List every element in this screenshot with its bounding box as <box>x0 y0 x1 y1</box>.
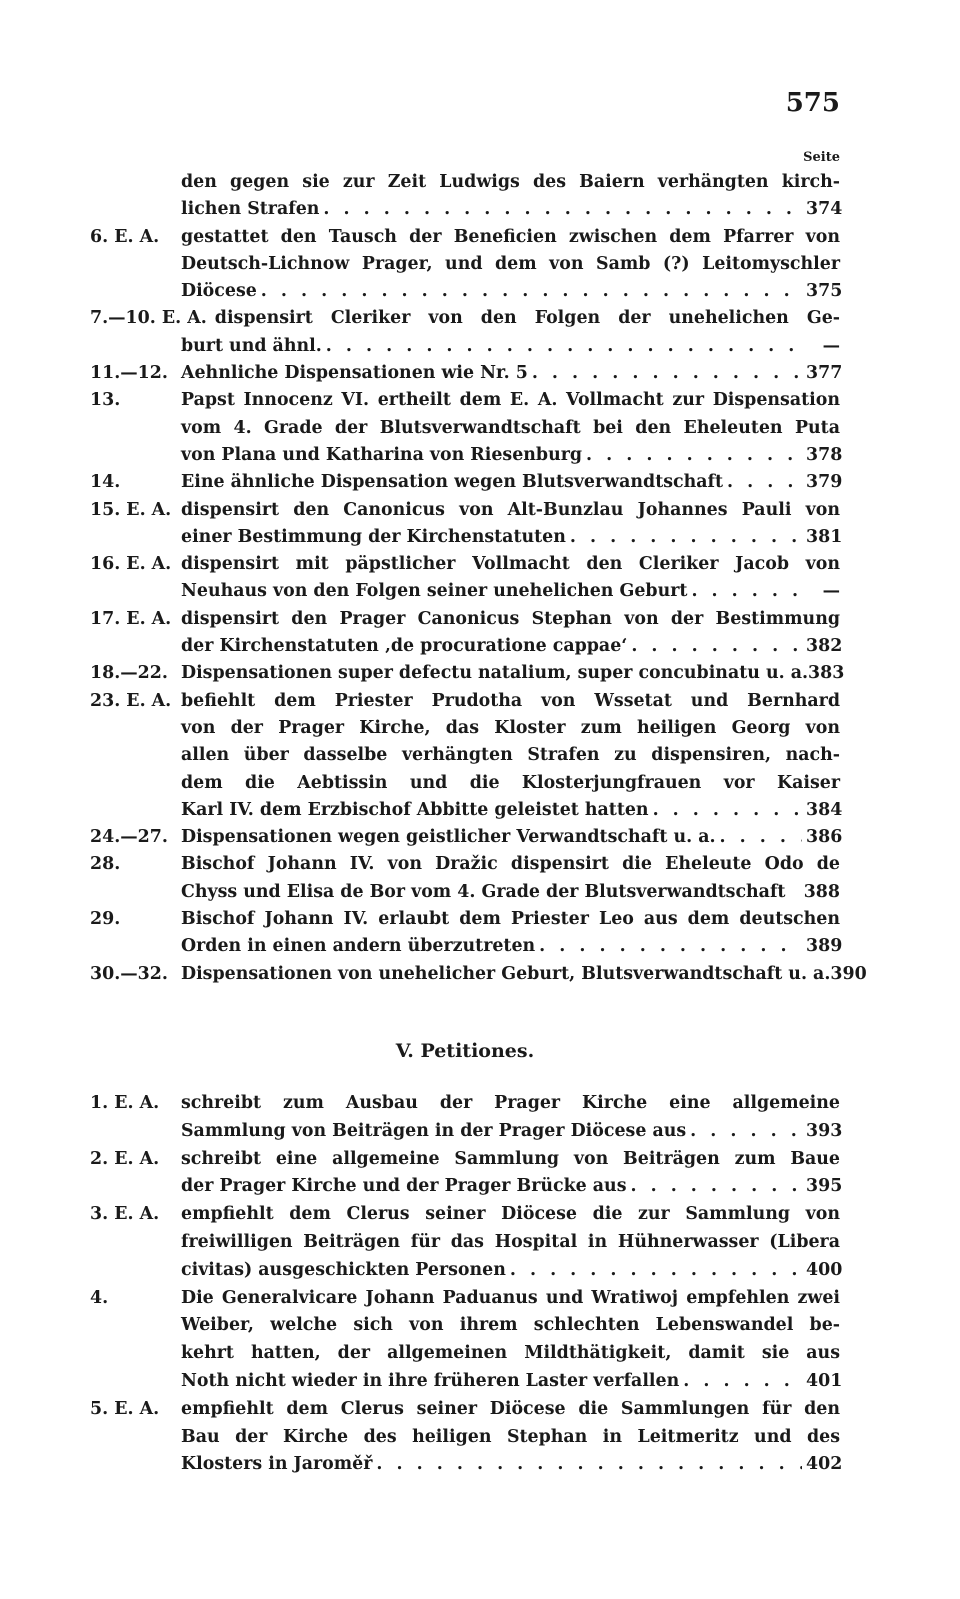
leader-dots <box>653 797 802 824</box>
toc-entry <box>90 851 840 906</box>
toc-entry-line: freiwilligen Beiträgen für das Hospital in Hühnerwasser (Libera <box>181 1231 840 1252</box>
toc-entry <box>90 961 867 988</box>
toc-entry <box>90 688 843 824</box>
section-heading: V. Petitiones. <box>395 1040 535 1062</box>
toc-entry <box>90 497 843 552</box>
toc-entry-text: Dispensationen von unehelicher Geburt, Blutsverwandtschaft u. a. <box>181 963 831 984</box>
toc-page-ref: — <box>822 581 840 602</box>
toc-entry-line: dem die Aebtissin und die Klosterjungfrauen vor Kaiser <box>181 772 840 793</box>
toc-entry-number: 4. <box>90 1287 109 1308</box>
leader-dots <box>510 1257 802 1285</box>
toc-entry <box>90 824 843 851</box>
toc-entry-text: Noth nicht wieder in ihre früheren Laster verfallen <box>181 1370 680 1391</box>
toc-entry-line <box>181 524 843 551</box>
toc-entry-line <box>181 578 840 605</box>
toc-page-ref: 393 <box>806 1120 843 1141</box>
toc-page-ref: 374 <box>806 199 843 220</box>
toc-entry-text: Sammlung von Beiträgen in der Prager Diöcese aus <box>181 1120 687 1141</box>
toc-entry-text: einer Bestimmung der Kirchenstatuten <box>181 526 566 547</box>
leader-dots <box>727 469 802 496</box>
toc-entry-line: allen über dasselbe verhängten Strafen zu dispensiren, nach- <box>181 745 840 766</box>
toc-entry-line <box>181 360 843 387</box>
toc-entry-line: Die Generalvicare Johann Paduanus und Wratiwoj empfehlen zwei <box>181 1287 840 1308</box>
toc-entry-text: Orden in einen andern überzutreten <box>181 936 536 957</box>
toc-entry-number: 28. <box>90 854 121 875</box>
toc-entry-text: Klosters in Jaroměř <box>181 1454 373 1475</box>
toc-entry-number: 17. E. A. <box>90 608 172 629</box>
toc-entry-number: 23. E. A. <box>90 690 172 711</box>
toc-entry-line: schreibt zum Ausbau der Prager Kirche eine allgemeine <box>181 1093 840 1113</box>
toc-entry-text: Dispensationen super defectu natalium, super concubinatu u. a. <box>181 663 809 684</box>
toc-entry-line <box>181 961 867 988</box>
toc-entry-line <box>181 933 843 960</box>
toc-list-petitiones <box>90 1090 843 1479</box>
toc-entry-text: Neuhaus von den Folgen seiner unehelichen Geburt <box>181 581 688 602</box>
toc-entry <box>90 1146 843 1202</box>
toc-entry-text: burt und ähnl. <box>181 335 322 356</box>
toc-entry-line: Bau der Kirche des heiligen Stephan in Leitmeritz und des <box>181 1426 840 1447</box>
toc-entry-line <box>181 1368 843 1396</box>
toc-entry-line: empfiehlt dem Clerus seiner Diöcese die Sammlungen für den <box>181 1398 840 1419</box>
toc-entry-line <box>181 469 843 496</box>
toc-entry-line: den gegen sie zur Zeit Ludwigs des Baiern verhängten kirch- <box>181 172 840 192</box>
toc-entry-line <box>181 1173 843 1201</box>
toc-entry <box>90 360 843 387</box>
toc-entry-text: civitas) ausgeschickten Personen <box>181 1259 506 1280</box>
toc-entry-number: 15. E. A. <box>90 499 172 520</box>
toc-entry-text: Dispensationen wegen geistlicher Verwandtschaft u. a. <box>181 827 716 848</box>
toc-entry-line: gestattet den Tausch der Beneficien zwischen dem Pfarrer von <box>181 226 840 247</box>
toc-page-ref: 382 <box>806 636 843 657</box>
toc-page-ref: 384 <box>806 799 843 820</box>
toc-page-ref: 400 <box>806 1259 843 1280</box>
toc-entry-text: Karl IV. dem Erzbischof Abbitte geleistet hatten <box>181 799 649 820</box>
toc-entry-line: Papst Innocenz VI. ertheilt dem E. A. Vollmacht zur Dispensation <box>181 390 840 411</box>
toc-entry-number: 6. E. A. <box>90 226 160 247</box>
toc-page-ref: 401 <box>806 1370 843 1391</box>
leader-dots <box>691 578 802 605</box>
toc-entry-number: 13. <box>90 390 121 411</box>
toc-entry <box>90 1090 843 1146</box>
toc-page-ref: 378 <box>806 444 843 465</box>
toc-entry-line: Bischof Johann IV. erlaubt dem Priester Leo aus dem deutschen <box>181 909 840 930</box>
toc-entry-text: Eine ähnliche Dispensation wegen Blutsverwandtschaft <box>181 472 724 493</box>
toc-entry-number: 3. E. A. <box>90 1204 160 1225</box>
toc-entry-line: von der Prager Kirche, das Kloster zum heiligen Georg von <box>181 717 840 738</box>
toc-entry-line <box>181 660 845 687</box>
leader-dots <box>630 1173 802 1201</box>
toc-entry-line <box>181 1451 843 1479</box>
toc-entry-line <box>181 333 840 360</box>
toc-entry-line: schreibt eine allgemeine Sammlung von Beiträgen zum Baue <box>181 1148 840 1169</box>
toc-entry <box>90 906 843 961</box>
toc-page-ref: 381 <box>806 526 843 547</box>
toc-entry-line <box>181 442 843 469</box>
toc-entry <box>90 169 843 224</box>
toc-page-ref: 402 <box>806 1454 843 1475</box>
toc-entry-number: 11.—12. <box>90 363 168 384</box>
toc-entry <box>90 660 845 687</box>
toc-entry-line <box>181 879 840 906</box>
toc-entry-number: 14. <box>90 472 121 493</box>
page-column-label: Seite <box>803 150 840 165</box>
toc-entry-text: von Plana und Katharina von Riesenburg <box>181 444 583 465</box>
toc-page-ref: 375 <box>806 281 843 302</box>
toc-entry-line <box>181 797 843 824</box>
toc-entry-text: der Kirchenstatuten ‚de procuratione cappae‘ <box>181 636 628 657</box>
toc-entry <box>90 1396 843 1479</box>
toc-entry <box>90 387 843 469</box>
toc-entry <box>90 1201 843 1284</box>
toc-entry-line <box>181 1118 843 1146</box>
toc-page-ref: 395 <box>806 1176 843 1197</box>
page-number: 575 <box>785 88 840 118</box>
toc-page-ref: 389 <box>806 936 843 957</box>
toc-entry-text: lichen Strafen <box>181 199 320 220</box>
leader-dots <box>326 333 802 360</box>
toc-page-ref: 390 <box>830 963 867 984</box>
leader-dots <box>720 824 802 851</box>
toc-entry-number: 30.—32. <box>90 963 168 984</box>
toc-entry-number: 18.—22. <box>90 663 168 684</box>
toc-entry-line: dispensirt Cleriker von den Folgen der unehelichen Ge- <box>214 308 840 329</box>
leader-dots <box>323 196 802 223</box>
toc-entry-line <box>181 196 843 223</box>
leader-dots <box>570 524 802 551</box>
leader-dots <box>539 933 802 960</box>
toc-page-ref: 379 <box>806 472 843 493</box>
toc-entry-number: 1. E. A. <box>90 1093 160 1113</box>
toc-entry <box>90 1285 843 1396</box>
leader-dots <box>261 278 802 305</box>
toc-entry <box>90 606 843 661</box>
toc-list-dispensations <box>90 169 867 988</box>
toc-entry-line: empfiehlt dem Clerus seiner Diöcese die zur Sammlung von <box>181 1204 840 1225</box>
toc-entry-line: dispensirt den Prager Canonicus Stephan von der Bestimmung <box>181 608 840 629</box>
leader-dots <box>631 633 802 660</box>
toc-page-ref: — <box>822 335 840 356</box>
toc-page-ref: 383 <box>808 663 845 684</box>
toc-entry-number: 2. E. A. <box>90 1148 160 1169</box>
toc-entry-number: 24.—27. <box>90 827 168 848</box>
leader-dots <box>683 1368 802 1396</box>
toc-entry-line: befiehlt dem Priester Prudotha von Wssetat und Bernhard <box>181 690 840 711</box>
toc-entry-line <box>181 1257 843 1285</box>
toc-entry-number: 7.—10. E. A. <box>90 308 207 329</box>
toc-entry-line: kehrt hatten, der allgemeinen Mildthätigkeit, damit sie aus <box>181 1343 840 1364</box>
toc-entry-line: dispensirt mit päpstlicher Vollmacht den Cleriker Jacob von <box>181 554 840 575</box>
leader-dots <box>586 442 802 469</box>
toc-entry-line <box>181 278 843 305</box>
toc-entry <box>90 469 843 496</box>
toc-page-ref: 388 <box>803 881 840 902</box>
toc-entry-text: Diöcese <box>181 281 257 302</box>
toc-entry-number: 5. E. A. <box>90 1398 160 1419</box>
leader-dots <box>532 360 802 387</box>
toc-entry-line: vom 4. Grade der Blutsverwandtschaft bei den Eheleuten Puta <box>181 417 840 438</box>
toc-entry-line: dispensirt den Canonicus von Alt-Bunzlau Johannes Pauli von <box>181 499 840 520</box>
toc-entry <box>90 224 843 306</box>
toc-entry-line: Bischof Johann IV. von Dražic dispensirt die Eheleute Odo de <box>181 854 840 875</box>
toc-entry-number: 16. E. A. <box>90 554 172 575</box>
toc-entry-line: Weiber, welche sich von ihrem schlechten Lebenswandel be- <box>181 1315 840 1336</box>
toc-entry <box>90 305 840 360</box>
toc-entry-text: der Prager Kirche und der Prager Brücke aus <box>181 1176 627 1197</box>
toc-entry-line <box>181 633 843 660</box>
toc-entry-text: Chyss und Elisa de Bor vom 4. Grade der Blutsverwandtschaft <box>181 881 786 902</box>
toc-entry-line <box>181 824 843 851</box>
toc-entry <box>90 551 840 606</box>
toc-entry-text: Aehnliche Dispensationen wie Nr. 5 <box>181 363 528 384</box>
leader-dots <box>690 1118 802 1146</box>
leader-dots <box>376 1451 802 1479</box>
toc-entry-number: 29. <box>90 909 121 930</box>
toc-entry-line: Deutsch-Lichnow Prager, und dem von Samb (?) Leitomyschler <box>181 253 840 274</box>
toc-page-ref: 386 <box>806 827 843 848</box>
toc-page-ref: 377 <box>806 363 843 384</box>
